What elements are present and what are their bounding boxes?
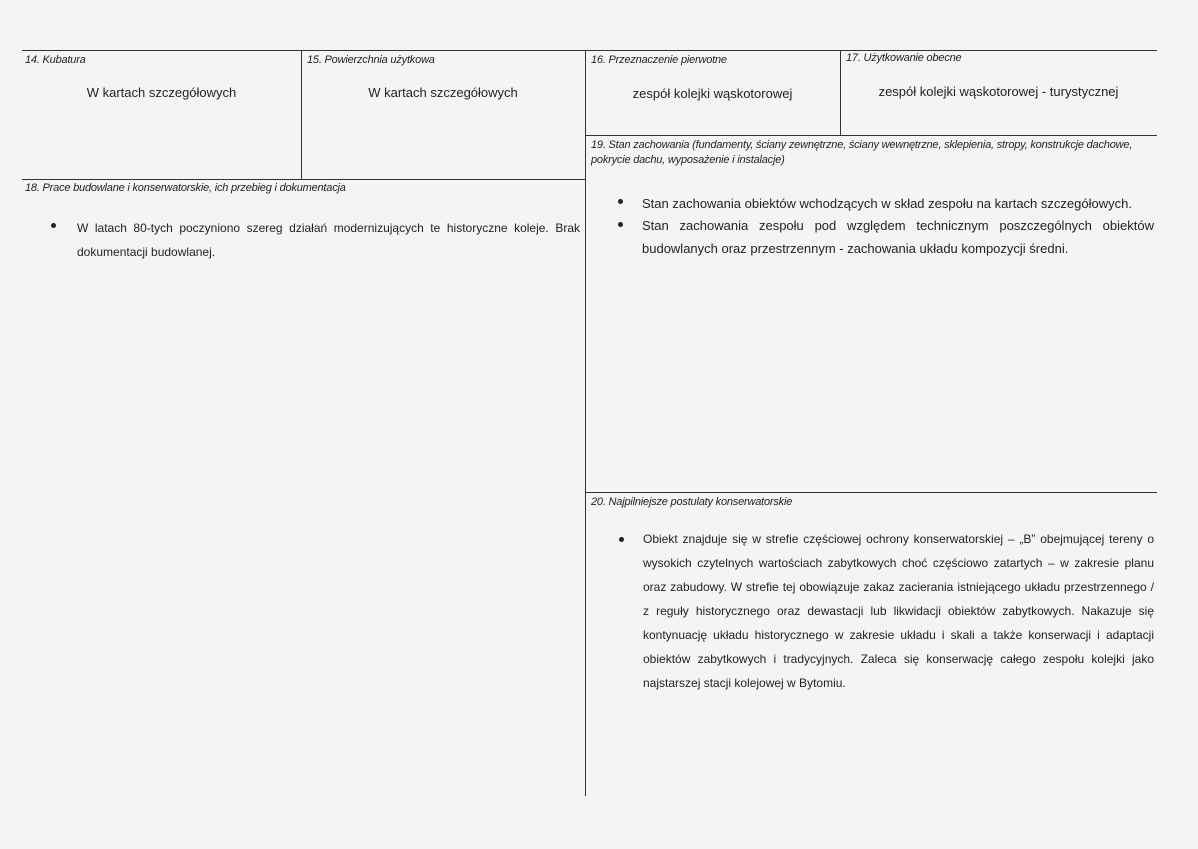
field-19-item-2-text: Stan zachowania zespołu pod względem technicznym poszczególnych obiektów budowlanych oraz przestrzennym - zachowania układu kompozycji średni. xyxy=(642,218,1154,256)
field-18-label: 18. Prace budowlane i konserwatorskie, ich przebieg i dokumentacja xyxy=(25,182,346,194)
field-16-label: 16. Przeznaczenie pierwotne xyxy=(591,54,727,66)
divider-center xyxy=(585,50,586,796)
bullet-icon xyxy=(619,537,624,542)
field-17-label: 17. Użytkowanie obecne xyxy=(846,52,962,64)
border-above-20 xyxy=(585,492,1157,493)
field-18-item-text: W latach 80-tych poczyniono szereg działań modernizujących te historyczne koleje. Brak dokumentacji budowlanej. xyxy=(77,221,580,259)
field-14-label: 14. Kubatura xyxy=(25,54,86,66)
field-20-item-text: Obiekt znajduje się w strefie częściowej ochrony konserwatorskiej – „B” obejmującej tereny o wysokich czytelnych wartościach zabytkowych choć częściowo zatartych – w zakresie planu oraz zabudowy. W strefie tej obowiązuje zakaz zacierania istniejącego układu przestrzennego / z reguły historycznego oraz dewastacji lub likwidacji obiektów zabytkowych. Nakazuje się kontynuację układu historycznego w zakresie układu i skali a także konserwacji i adaptacji obiektów zabytkowych i tradycyjnych. Zaleca się konserwację całego zespołu kolejki jako najstarszej stacji kolejowej w Bytomiu. xyxy=(643,532,1154,690)
bullet-icon xyxy=(618,199,623,204)
field-19-item-1-text: Stan zachowania obiektów wchodzących w skład zespołu na kartach szczegółowych. xyxy=(642,196,1132,211)
top-border xyxy=(22,50,1157,51)
field-20-label: 20. Najpilniejsze postulaty konserwatorskie xyxy=(591,496,793,508)
border-above-18 xyxy=(22,179,585,180)
bullet-icon xyxy=(618,222,623,227)
field-15-value: W kartach szczegółowych xyxy=(368,85,518,100)
bullet-icon xyxy=(51,223,56,228)
field-14-value: W kartach szczegółowych xyxy=(86,85,237,100)
border-above-19 xyxy=(585,135,1157,136)
field-16-value: zespół kolejki wąskotorowej xyxy=(632,86,793,101)
field-19-label: 19. Stan zachowania (fundamenty, ściany zewnętrzne, ściany wewnętrzne, sklepienia, stropy, konstrukcje dachowe, pokrycie dachu, wyposażenie i instalacje) xyxy=(591,139,1133,166)
field-17-value: zespół kolejki wąskotorowej - turystycznej xyxy=(878,84,1119,99)
divider-14-15 xyxy=(301,50,302,179)
field-15-label: 15. Powierzchnia użytkowa xyxy=(307,54,435,66)
